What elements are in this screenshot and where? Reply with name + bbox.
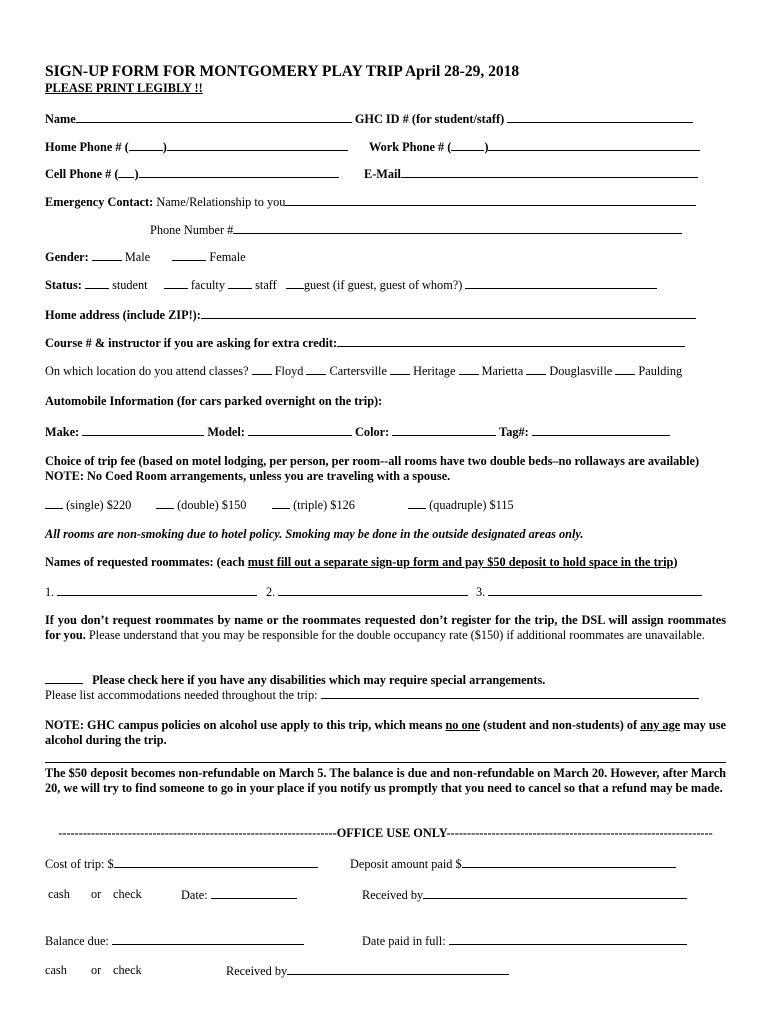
fee-double-label: (double) $150 [177, 498, 247, 512]
home-phone-area-code-field[interactable] [129, 139, 163, 151]
gender-female-label: Female [209, 250, 246, 264]
fee-triple-checkbox[interactable] [272, 497, 290, 509]
paren-close: ) [162, 140, 167, 154]
balance-received-by-field[interactable] [287, 963, 509, 975]
location-floyd-checkbox[interactable] [252, 363, 272, 375]
deposit-refund-note: The $50 deposit becomes non-refundable on March 5. The balance is due and non-refundable on March 20. However, after March 20, we will try to find someone to go in your place if you notify us promptly that you need to cancel so that a refund may be made. [45, 766, 726, 795]
cell-phone-field[interactable] [139, 166, 339, 178]
location-row [45, 363, 682, 379]
fee-quadruple-checkbox[interactable] [408, 497, 426, 509]
balance-due-row [45, 933, 304, 949]
location-douglasville-checkbox[interactable] [526, 363, 546, 375]
status-faculty-label: faculty [190, 278, 225, 292]
status-staff-label: staff [255, 278, 277, 292]
make-label: Make: [45, 425, 80, 439]
name-field[interactable] [76, 111, 352, 123]
accommodations-label: Please list accommodations needed throughout the trip: [45, 688, 318, 702]
alcohol-post: may use alcohol during the trip. [45, 718, 726, 747]
status-label: Status: [45, 278, 82, 292]
email-row [364, 166, 698, 182]
status-student-label: student [112, 278, 148, 292]
roommate-2-number: 2. [266, 585, 276, 599]
email-label: E-Mail [364, 167, 401, 181]
alcohol-mid: (student and non-students) of [479, 718, 641, 732]
location-paulding-checkbox[interactable] [615, 363, 635, 375]
tag-field[interactable] [532, 424, 670, 436]
roommate-assignment-paragraph [45, 613, 726, 643]
deposit-date-label: Date: [181, 888, 208, 902]
office-use-label: OFFICE USE ONLY [336, 826, 447, 840]
name-label: Name [45, 112, 76, 126]
color-field[interactable] [392, 424, 496, 436]
alcohol-pre: NOTE: GHC campus policies on alcohol use apply to this trip, which means [45, 718, 446, 732]
office-use-header [45, 826, 726, 841]
color-label: Color: [355, 425, 390, 439]
deposit-method-or: or [91, 887, 102, 901]
name-row [45, 111, 693, 127]
location-marietta-checkbox[interactable] [459, 363, 479, 375]
email-field[interactable] [401, 166, 698, 178]
balance-method-check[interactable]: check [113, 963, 142, 977]
automobile-heading: Automobile Information (for cars parked overnight on the trip): [45, 394, 383, 408]
location-marietta-label: Marietta [481, 364, 524, 378]
balance-method-cash[interactable]: cash [45, 963, 67, 977]
location-heritage-checkbox[interactable] [390, 363, 410, 375]
location-question: On which location do you attend classes? [45, 364, 249, 378]
deposit-date-row [181, 887, 297, 903]
automobile-row [45, 424, 670, 440]
roommate-2-row [266, 584, 468, 600]
roommate-1-field[interactable] [57, 584, 257, 596]
deposit-method-check[interactable]: check [113, 887, 142, 901]
roommate-3-field[interactable] [488, 584, 702, 596]
emergency-contact-row [45, 194, 696, 210]
guest-of-whom-field[interactable] [465, 277, 657, 289]
deposit-date-field[interactable] [211, 887, 297, 899]
tag-label: Tag#: [499, 425, 529, 439]
status-guest-label: guest (if guest, guest of whom?) [303, 278, 463, 292]
deposit-received-row [362, 887, 687, 903]
model-field[interactable] [248, 424, 352, 436]
disabilities-row [45, 672, 545, 688]
office-dashes-right: ----------------------------------------------------------------- [446, 826, 713, 840]
roommate-3-number: 3. [476, 585, 486, 599]
disabilities-label: Please check here if you have any disabilities which may require special arrangements. [92, 673, 546, 687]
page-title: SIGN-UP FORM FOR MONTGOMERY PLAY TRIP April 28-29, 2018 [45, 63, 520, 80]
course-label: Course # & instructor if you are asking for extra credit: [45, 336, 338, 350]
deposit-method-cash[interactable]: cash [48, 887, 70, 901]
home-phone-field[interactable] [167, 139, 348, 151]
trip-fee-heading: Choice of trip fee (based on motel lodging, per person, per room--all rooms have two double beds–no rollaways are available) [45, 454, 700, 468]
status-staff-checkbox[interactable] [228, 277, 252, 289]
roommates-note-underlined: must fill out a separate sign-up form and pay $50 deposit to hold space in the trip [247, 555, 674, 569]
emergency-name-field[interactable] [285, 194, 696, 206]
print-legibly-note: PLEASE PRINT LEGIBLY !! [45, 81, 203, 95]
roommate-assignment-bold: If you don’t request roommates by name or the roommates requested don’t register for the trip, the DSL will assign roommates for you. [45, 613, 726, 642]
work-phone-field[interactable] [488, 139, 700, 151]
deposit-received-by-label: Received by [362, 888, 424, 902]
work-phone-row [369, 139, 700, 155]
location-floyd-label: Floyd [274, 364, 304, 378]
roommate-3-row [476, 584, 702, 600]
location-heritage-label: Heritage [413, 364, 456, 378]
fee-triple-label: (triple) $126 [293, 498, 355, 512]
roommate-1-row [45, 584, 257, 600]
coed-note: NOTE: No Coed Room arrangements, unless you are traveling with a spouse. [45, 469, 451, 483]
cell-phone-label: Cell Phone # ( [45, 167, 119, 181]
roommates-note-post: ) [673, 555, 678, 569]
emergency-contact-label: Emergency Contact: [45, 195, 154, 209]
ghc-id-field[interactable] [507, 111, 693, 123]
section-divider [45, 762, 726, 763]
deposit-paid-label: Deposit amount paid $ [350, 857, 462, 871]
office-dashes-left: -------------------------------------------------------------------- [58, 826, 337, 840]
status-student-checkbox[interactable] [85, 277, 109, 289]
work-phone-label: Work Phone # ( [369, 140, 452, 154]
paren-close: ) [134, 167, 139, 181]
roommate-2-field[interactable] [278, 584, 468, 596]
emergency-phone-label: Phone Number # [150, 223, 234, 237]
date-paid-row [362, 933, 687, 949]
location-cartersville-checkbox[interactable] [306, 363, 326, 375]
balance-received-row [226, 963, 509, 979]
deposit-received-by-field[interactable] [423, 887, 687, 899]
alcohol-policy-note [45, 718, 726, 748]
cell-phone-row [45, 166, 339, 182]
cost-label: Cost of trip: $ [45, 857, 114, 871]
paren-close: ) [484, 140, 489, 154]
fee-option-triple [272, 497, 355, 513]
model-label: Model: [207, 425, 245, 439]
cost-row [45, 856, 318, 872]
gender-label: Gender: [45, 250, 89, 264]
gender-row [45, 249, 246, 265]
date-paid-label: Date paid in full: [362, 934, 446, 948]
course-row [45, 335, 685, 351]
ghc-id-label: GHC ID # (for student/staff) [354, 112, 505, 126]
emergency-name-label: Name/Relationship to you [156, 195, 286, 209]
fee-double-checkbox[interactable] [156, 497, 174, 509]
roommates-label: Names of requested roommates: [45, 555, 214, 569]
balance-method-or: or [91, 963, 102, 977]
fee-quadruple-label: (quadruple) $115 [429, 498, 514, 512]
gender-male-label: Male [124, 250, 151, 264]
fee-single-label: (single) $220 [66, 498, 132, 512]
emergency-phone-row [150, 222, 682, 238]
balance-due-field[interactable] [112, 933, 304, 945]
roommate-assignment-rest: Please understand that you may be responsible for the double occupancy rate ($150) if additional roommates are unavailable. [85, 628, 705, 642]
gender-female-checkbox[interactable] [172, 249, 206, 261]
roommates-note-pre: (each [216, 555, 248, 569]
location-cartersville-label: Cartersville [329, 364, 387, 378]
location-douglasville-label: Douglasville [549, 364, 613, 378]
fee-option-quadruple [408, 497, 514, 513]
home-address-field[interactable] [201, 307, 696, 319]
roommates-heading [45, 555, 678, 570]
smoking-policy: All rooms are non-smoking due to hotel policy. Smoking may be done in the outside designated areas only. [45, 527, 584, 541]
cell-phone-area-code-field[interactable] [118, 166, 134, 178]
location-paulding-label: Paulding [638, 364, 683, 378]
accommodations-field[interactable] [321, 687, 699, 699]
emergency-phone-field[interactable] [233, 222, 682, 234]
fee-single-checkbox[interactable] [45, 497, 63, 509]
home-phone-label: Home Phone # ( [45, 140, 129, 154]
gender-male-checkbox[interactable] [92, 249, 122, 261]
alcohol-any-age: any age [640, 718, 681, 732]
fee-option-single [45, 497, 131, 513]
deposit-paid-field[interactable] [462, 856, 676, 868]
home-phone-row [45, 139, 348, 155]
course-field[interactable] [337, 335, 685, 347]
cost-field[interactable] [114, 856, 318, 868]
status-guest-checkbox[interactable] [286, 277, 304, 289]
deposit-paid-row [350, 856, 676, 872]
status-row [45, 277, 657, 293]
roommate-1-number: 1. [45, 585, 55, 599]
alcohol-no-one: no one [445, 718, 480, 732]
home-address-label: Home address (include ZIP!): [45, 308, 201, 322]
balance-due-label: Balance due: [45, 934, 109, 948]
date-paid-field[interactable] [449, 933, 687, 945]
disabilities-checkbox[interactable] [45, 672, 83, 684]
balance-received-by-label: Received by [226, 964, 288, 978]
fee-option-double [156, 497, 246, 513]
work-phone-area-code-field[interactable] [451, 139, 484, 151]
make-field[interactable] [82, 424, 204, 436]
home-address-row [45, 307, 696, 323]
accommodations-row [45, 687, 699, 703]
status-faculty-checkbox[interactable] [164, 277, 188, 289]
